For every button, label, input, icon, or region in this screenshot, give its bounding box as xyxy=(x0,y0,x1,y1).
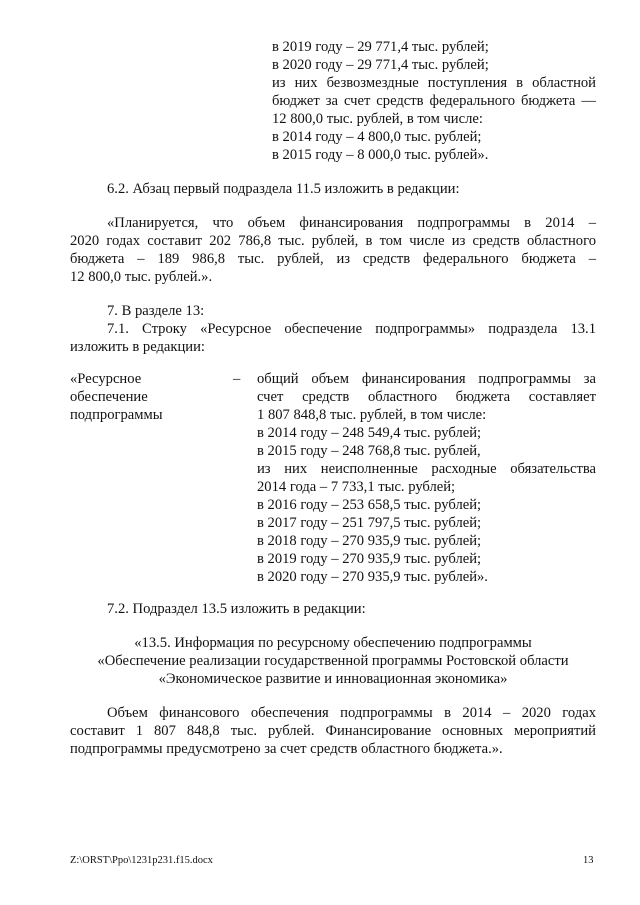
resource-label-line-3: подпрограммы xyxy=(70,407,163,423)
quote-11-5-line-2: 2020 годах составит 202 786,8 тыс. рублей, в том числе из средств областного xyxy=(70,233,596,249)
para-13-5-line-2: составит 1 807 848,8 тыс. рублей. Финансирование основных мероприятий xyxy=(70,723,596,739)
top-line-federal-total: 12 800,0 тыс. рублей, в том числе: xyxy=(272,111,483,127)
top-line-2014: в 2014 году – 4 800,0 тыс. рублей; xyxy=(272,129,482,145)
resource-label-line-1: «Ресурсное xyxy=(70,371,142,387)
heading-13-5-line-3: «Экономическое развитие и инновационная экономика» xyxy=(158,671,508,687)
resource-value-line-8: в 2016 году – 253 658,5 тыс. рублей; xyxy=(257,497,482,513)
resource-value-line-12: в 2020 году – 270 935,9 тыс. рублей». xyxy=(257,569,488,585)
top-line-2015: в 2015 году – 8 000,0 тыс. рублей». xyxy=(272,147,489,163)
top-line-2020: в 2020 году – 29 771,4 тыс. рублей; xyxy=(272,57,489,73)
item-7: 7. В разделе 13: xyxy=(107,303,205,319)
quote-11-5-line-3: бюджета – 189 986,8 тыс. рублей, из средств федерального бюджета – xyxy=(70,251,596,267)
top-line-2019: в 2019 году – 29 771,4 тыс. рублей; xyxy=(272,39,489,55)
resource-value-line-3: 1 807 848,8 тыс. рублей, в том числе: xyxy=(257,407,487,423)
item-7-1-line-2: изложить в редакции: xyxy=(70,339,205,355)
quote-11-5-line-4: 12 800,0 тыс. рублей.». xyxy=(70,269,213,285)
item-7-2: 7.2. Подраздел 13.5 изложить в редакции: xyxy=(107,601,366,617)
resource-value-line-6: из них неисполненные расходные обязательства xyxy=(257,461,596,477)
resource-value-line-11: в 2019 году – 270 935,9 тыс. рублей; xyxy=(257,551,482,567)
quote-11-5-line-1: «Планируется, что объем финансирования подпрограммы в 2014 – xyxy=(107,215,596,231)
item-7-1-line-1: 7.1. Строку «Ресурсное обеспечение подпрограммы» подраздела 13.1 xyxy=(107,321,596,337)
top-line-federal-2: бюджет за счет средств федерального бюджета — xyxy=(272,93,596,109)
resource-value-line-1: общий объем финансирования подпрограммы за xyxy=(257,371,596,387)
para-13-5-line-3: подпрограммы предусмотрено за счет средств областного бюджета.». xyxy=(70,741,503,757)
heading-13-5-line-1: «13.5. Информация по ресурсному обеспечению подпрограммы xyxy=(134,635,532,651)
para-13-5-line-1: Объем финансового обеспечения подпрограммы в 2014 – 2020 годах xyxy=(107,705,596,721)
resource-value-line-2: счет средств областного бюджета составляет xyxy=(257,389,596,405)
item-6-2: 6.2. Абзац первый подраздела 11.5 изложить в редакции: xyxy=(107,181,460,197)
resource-value-line-9: в 2017 году – 251 797,5 тыс. рублей; xyxy=(257,515,482,531)
resource-label-line-2: обеспечение xyxy=(70,389,148,405)
heading-13-5-line-2: «Обеспечение реализации государственной программы Ростовской области xyxy=(97,653,569,669)
resource-dash: – xyxy=(233,371,241,387)
resource-value-line-5: в 2015 году – 248 768,8 тыс. рублей, xyxy=(257,443,481,459)
resource-value-line-10: в 2018 году – 270 935,9 тыс. рублей; xyxy=(257,533,482,549)
top-line-federal-1: из них безвозмездные поступления в областной xyxy=(272,75,596,91)
resource-value-line-7: 2014 года – 7 733,1 тыс. рублей; xyxy=(257,479,456,495)
footer-page-number: 13 xyxy=(583,855,594,866)
footer-file-path: Z:\ORST\Ppo\1231p231.f15.docx xyxy=(70,855,213,866)
resource-value-line-4: в 2014 году – 248 549,4 тыс. рублей; xyxy=(257,425,482,441)
